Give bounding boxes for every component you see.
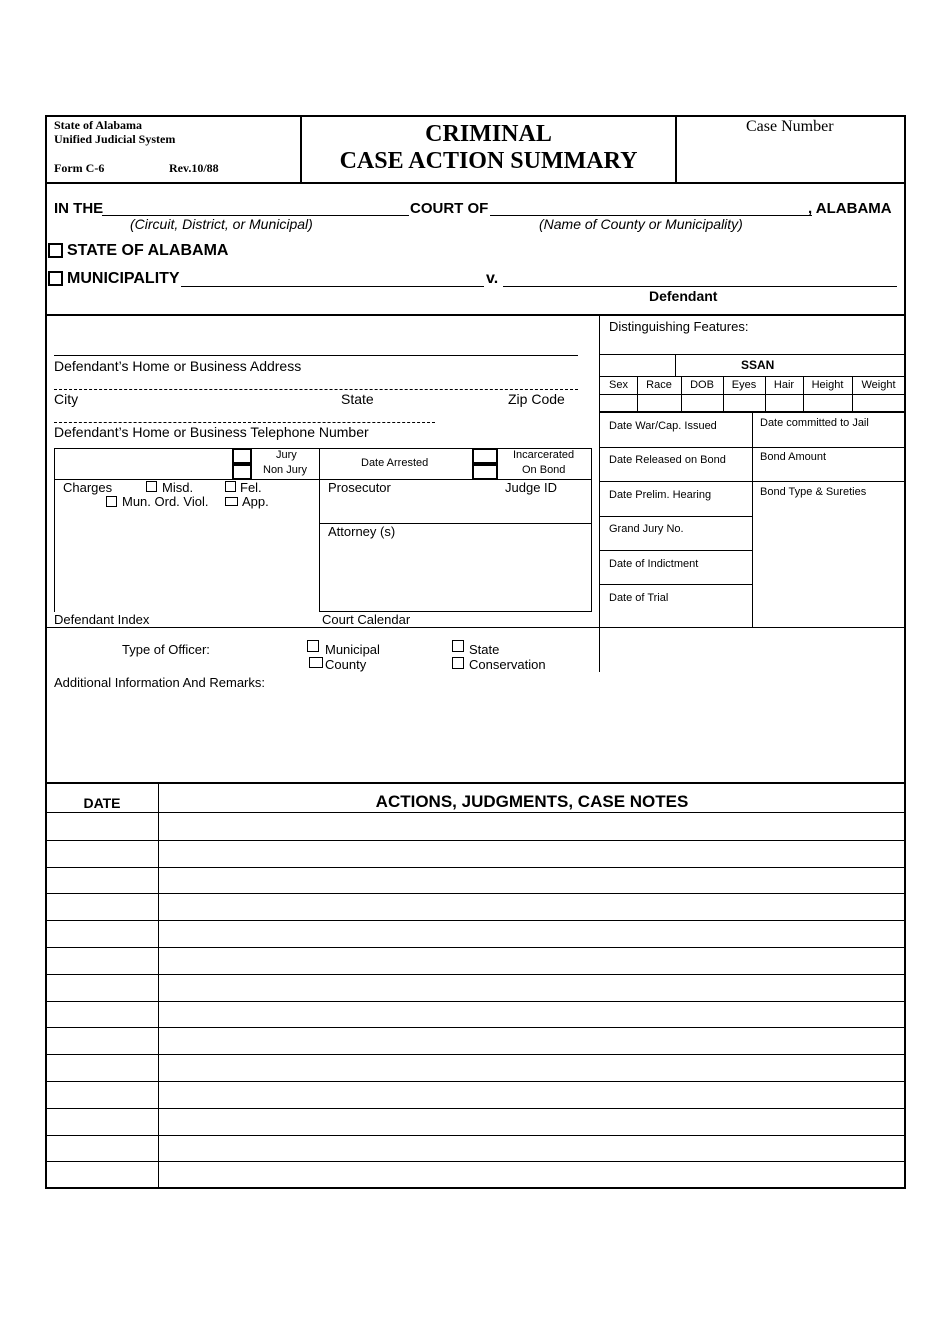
state-officer-checkbox[interactable]: [452, 640, 464, 652]
war-issued-label: Date War/Cap. Issued: [609, 420, 717, 432]
jury-checkbox[interactable]: [232, 448, 252, 464]
actions-row-entry[interactable]: [159, 1082, 904, 1107]
state-of-alabama-checkbox[interactable]: [48, 243, 63, 258]
judge-id-label: Judge ID: [505, 480, 558, 495]
actions-row-entry[interactable]: [159, 814, 904, 839]
county-checkbox[interactable]: [309, 657, 323, 668]
defendant-label: Defendant: [649, 288, 718, 304]
date-grid-row1: [600, 447, 905, 448]
actions-row-entry[interactable]: [159, 1055, 904, 1080]
eyes-header: Eyes: [731, 379, 757, 391]
actions-row-entry[interactable]: [159, 841, 904, 866]
trial-label: Date of Trial: [609, 592, 669, 604]
date-arrested-label: Date Arrested: [361, 457, 429, 469]
released-label: Date Released on Bond: [609, 454, 726, 466]
mun-ord-viol-label: Mun. Ord. Viol.: [122, 494, 209, 509]
incarcerated-label: Incarcerated: [513, 449, 575, 461]
dob-header: DOB: [690, 379, 714, 391]
sex-header: Sex: [609, 379, 628, 391]
system-label: Unified Judicial System: [54, 132, 176, 146]
date-grid-vert: [752, 412, 753, 627]
ssan-label: SSAN: [741, 358, 775, 372]
charges-label: Charges: [63, 480, 113, 495]
fel-label: Fel.: [240, 480, 262, 495]
type-of-officer-label: Type of Officer:: [122, 642, 210, 657]
municipal-checkbox[interactable]: [307, 640, 319, 652]
actions-row-entry[interactable]: [159, 1002, 904, 1027]
prosecutor-label: Prosecutor: [328, 480, 391, 495]
actions-row-entry[interactable]: [159, 921, 904, 946]
bond-type-label: Bond Type & Sureties: [760, 486, 867, 498]
height-header: Height: [811, 379, 844, 391]
jury-label: Jury: [276, 449, 297, 461]
misd-label: Misd.: [162, 480, 194, 495]
ssan-divider: [675, 354, 676, 376]
versus-label: v.: [486, 270, 499, 287]
actions-top-border: [45, 782, 906, 784]
distinguishing-features-label: Distinguishing Features:: [609, 319, 749, 334]
county-label: County: [325, 657, 367, 672]
state-of-alabama-label: STATE OF ALABAMA: [67, 242, 229, 259]
header-divider: [45, 182, 906, 184]
notes-column-header: ACTIONS, JUDGMENTS, CASE NOTES: [375, 792, 689, 811]
court-type-hint: (Circuit, District, or Municipal): [130, 216, 313, 232]
conservation-label: Conservation: [469, 657, 546, 672]
attorneys-label: Attorney (s): [328, 524, 396, 539]
hair-header: Hair: [773, 379, 795, 391]
case-number-field[interactable]: [680, 140, 902, 180]
misd-checkbox[interactable]: [146, 481, 157, 492]
jury-row-divider: [319, 448, 320, 480]
fel-checkbox[interactable]: [225, 481, 236, 492]
bond-amount-label: Bond Amount: [760, 451, 827, 463]
prelim-label: Date Prelim. Hearing: [609, 489, 712, 501]
app-checkbox[interactable]: [225, 497, 238, 506]
jury-arrest-row: [54, 448, 592, 480]
alabama-label: , ALABAMA: [808, 200, 892, 217]
address-field[interactable]: [54, 355, 578, 356]
date-column-header: DATE: [83, 795, 121, 811]
non-jury-label: Non Jury: [263, 464, 308, 476]
app-label: App.: [242, 494, 269, 509]
date-grid-row5: [600, 584, 752, 585]
actions-header-bottom: [45, 812, 906, 813]
city-state-zip-field[interactable]: [54, 389, 578, 390]
date-grid-row4: [600, 550, 752, 551]
ssan-top-border: [600, 354, 905, 355]
on-bond-label: On Bond: [522, 464, 566, 476]
actions-row-entry[interactable]: [159, 948, 904, 973]
charges-left-border: [54, 480, 55, 612]
form-title-line2: CASE ACTION SUMMARY: [339, 148, 638, 174]
state-field-label: State: [341, 391, 374, 407]
actions-row-entry[interactable]: [159, 1162, 904, 1187]
municipality-label: MUNICIPALITY: [67, 270, 180, 287]
in-the-label: IN THE: [54, 200, 104, 217]
municipal-label: Municipal: [325, 642, 380, 657]
defendant-index-label: Defendant Index: [54, 612, 150, 627]
municipality-name-field[interactable]: [181, 286, 484, 287]
state-label: State of Alabama: [54, 118, 142, 132]
county-name-hint: (Name of County or Municipality): [539, 216, 743, 232]
city-label: City: [54, 391, 79, 407]
case-number-label: Case Number: [746, 118, 834, 135]
non-jury-checkbox[interactable]: [232, 464, 252, 480]
actions-row-entry[interactable]: [159, 868, 904, 893]
actions-row-entry[interactable]: [159, 975, 904, 1000]
indictment-label: Date of Indictment: [609, 558, 699, 570]
remarks-label: Additional Information And Remarks:: [54, 675, 265, 690]
descr-header-top: [600, 376, 905, 377]
phone-field[interactable]: [54, 422, 435, 423]
actions-row-entry[interactable]: [159, 1109, 904, 1134]
municipality-checkbox[interactable]: [48, 271, 63, 286]
form-id: Form C-6: [54, 161, 105, 175]
court-of-label: COURT OF: [410, 200, 489, 217]
descr-header-bottom: [600, 394, 905, 395]
calendar-section-divider: [45, 627, 906, 628]
conservation-checkbox[interactable]: [452, 657, 464, 669]
on-bond-checkbox[interactable]: [472, 464, 498, 480]
form-title-line1: CRIMINAL: [425, 121, 552, 147]
grand-jury-label: Grand Jury No.: [609, 523, 684, 535]
actions-row-entry[interactable]: [159, 894, 904, 919]
attorney-right-border: [591, 480, 592, 612]
court-section-divider: [45, 314, 906, 316]
remarks-field[interactable]: [54, 692, 899, 780]
committed-label: Date committed to Jail: [760, 417, 869, 429]
header-col-divider-2: [675, 115, 677, 183]
actions-row-entry[interactable]: [159, 1028, 904, 1053]
phone-label: Defendant’s Home or Business Telephone Number: [54, 424, 369, 440]
race-header: Race: [646, 379, 672, 391]
middle-vertical-divider: [599, 315, 600, 672]
defendant-name-field[interactable]: [503, 286, 897, 287]
date-grid-row3: [600, 516, 752, 517]
state-officer-label: State: [469, 642, 500, 657]
address-label: Defendant’s Home or Business Address: [54, 358, 302, 374]
weight-header: Weight: [861, 379, 896, 391]
actions-row-entry[interactable]: [159, 1136, 904, 1161]
zip-label: Zip Code: [508, 391, 565, 407]
date-grid-row2: [600, 481, 905, 482]
charges-right-border: [319, 480, 320, 612]
rev-label: Rev.10/88: [169, 161, 219, 175]
incarcerated-checkbox[interactable]: [472, 448, 498, 464]
mun-ord-viol-checkbox[interactable]: [106, 496, 117, 507]
court-calendar-label: Court Calendar: [322, 612, 411, 627]
